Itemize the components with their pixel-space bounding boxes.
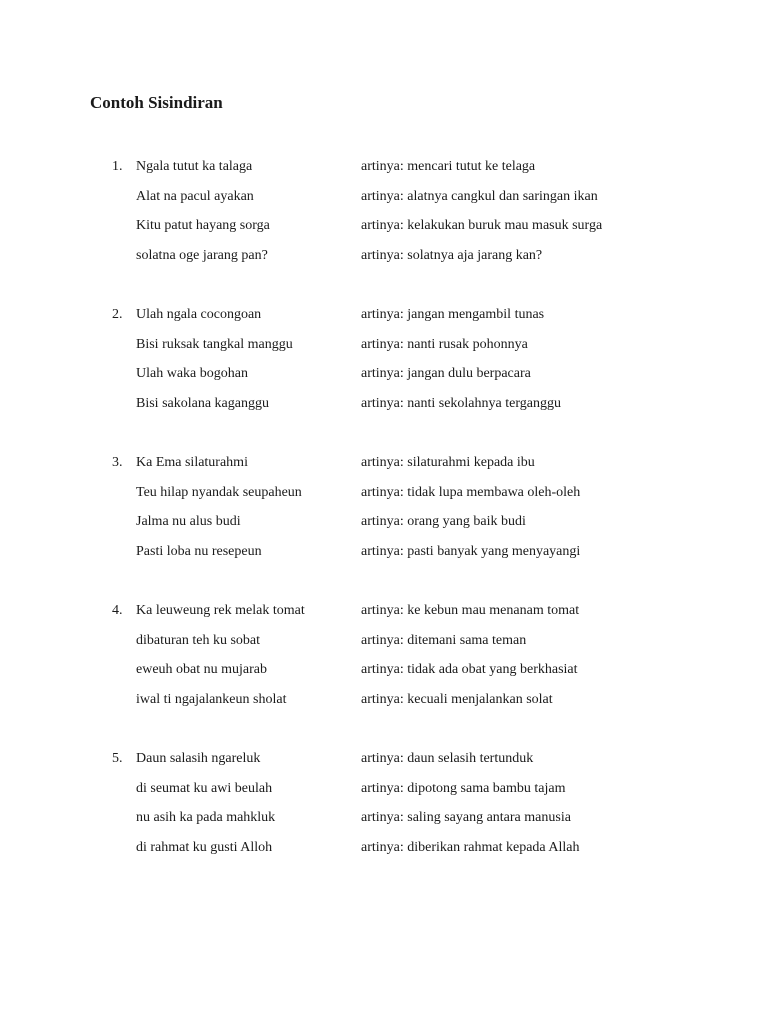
stanza-line <box>0 807 768 837</box>
stanza <box>0 304 768 452</box>
stanza <box>0 600 768 748</box>
stanza-line <box>0 245 768 275</box>
stanza-line <box>0 778 768 808</box>
sundanese-line: eweuh obat nu mujarab <box>136 662 268 678</box>
sundanese-line: Ulah waka bogohan <box>136 366 248 382</box>
translation-line: artinya: kelakukan buruk mau masuk surga <box>361 218 603 234</box>
sundanese-line: Pasti loba nu resepeun <box>136 543 262 559</box>
stanza-line <box>0 482 768 512</box>
translation-line: artinya: solatnya aja jarang kan? <box>361 247 543 263</box>
translation-line: artinya: mencari tutut ke telaga <box>361 159 536 174</box>
sundanese-line: Ngala tutut ka talaga <box>136 159 253 174</box>
stanza <box>0 156 768 304</box>
translation-line: artinya: orang yang baik budi <box>361 514 526 530</box>
stanza <box>0 452 768 600</box>
translation-line: artinya: daun selasih tertunduk <box>361 751 534 766</box>
sundanese-line: Bisi ruksak tangkal manggu <box>136 336 293 352</box>
translation-line: artinya: ditemani sama teman <box>361 632 527 648</box>
sundanese-line: Ka Ema silaturahmi <box>136 455 248 470</box>
stanza-line <box>0 156 768 186</box>
translation-line: artinya: saling sayang antara manusia <box>361 810 571 826</box>
translation-line: artinya: nanti sekolahnya terganggu <box>361 395 561 411</box>
stanza-line <box>0 393 768 423</box>
stanza-line <box>0 630 768 660</box>
sundanese-line: Bisi sakolana kaganggu <box>136 395 269 411</box>
stanza-line <box>0 837 768 867</box>
sundanese-line: Kitu patut hayang sorga <box>136 218 270 234</box>
stanza-line <box>0 215 768 245</box>
stanza-number: 5. <box>112 751 123 766</box>
stanza-list <box>0 156 768 896</box>
document-title: Contoh Sisindiran <box>90 93 223 112</box>
stanza-line <box>0 452 768 482</box>
stanza-number: 3. <box>112 455 123 470</box>
translation-line: artinya: alatnya cangkul dan saringan ikan <box>361 188 598 204</box>
translation-line: artinya: jangan dulu berpacara <box>361 366 531 382</box>
stanza-line <box>0 334 768 364</box>
sundanese-line: Alat na pacul ayakan <box>136 188 254 204</box>
translation-line: artinya: silaturahmi kepada ibu <box>361 455 535 470</box>
sundanese-line: iwal ti ngajalankeun sholat <box>136 691 287 707</box>
stanza-line <box>0 689 768 719</box>
sundanese-line: dibaturan teh ku sobat <box>136 632 261 648</box>
translation-line: artinya: kecuali menjalankan solat <box>361 691 553 707</box>
sundanese-line: Jalma nu alus budi <box>136 514 241 530</box>
translation-line: artinya: dipotong sama bambu tajam <box>361 780 566 796</box>
sundanese-line: Daun salasih ngareluk <box>136 751 261 766</box>
stanza-line <box>0 748 768 778</box>
stanza-line <box>0 541 768 571</box>
sundanese-line: nu asih ka pada mahkluk <box>136 810 276 826</box>
stanza-line <box>0 600 768 630</box>
stanza <box>0 748 768 896</box>
stanza-line <box>0 511 768 541</box>
translation-line: artinya: diberikan rahmat kepada Allah <box>361 839 580 855</box>
stanza-number: 4. <box>112 603 123 618</box>
stanza-line <box>0 304 768 334</box>
sundanese-line: di rahmat ku gusti Alloh <box>136 839 273 855</box>
sundanese-line: Ulah ngala cocongoan <box>136 307 262 322</box>
sundanese-line: solatna oge jarang pan? <box>136 247 268 263</box>
stanza-line <box>0 363 768 393</box>
stanza-line <box>0 186 768 216</box>
stanza-number: 2. <box>112 307 123 322</box>
translation-line: artinya: tidak ada obat yang berkhasiat <box>361 662 578 678</box>
sundanese-line: Teu hilap nyandak seupaheun <box>136 484 302 500</box>
stanza-number: 1. <box>112 159 123 174</box>
translation-line: artinya: nanti rusak pohonnya <box>361 336 528 352</box>
sundanese-line: Ka leuweung rek melak tomat <box>136 603 305 618</box>
translation-line: artinya: jangan mengambil tunas <box>361 307 545 322</box>
translation-line: artinya: tidak lupa membawa oleh-oleh <box>361 484 581 500</box>
sundanese-line: di seumat ku awi beulah <box>136 780 273 796</box>
stanza-line <box>0 659 768 689</box>
translation-line: artinya: pasti banyak yang menyayangi <box>361 543 581 559</box>
translation-line: artinya: ke kebun mau menanam tomat <box>361 603 580 618</box>
